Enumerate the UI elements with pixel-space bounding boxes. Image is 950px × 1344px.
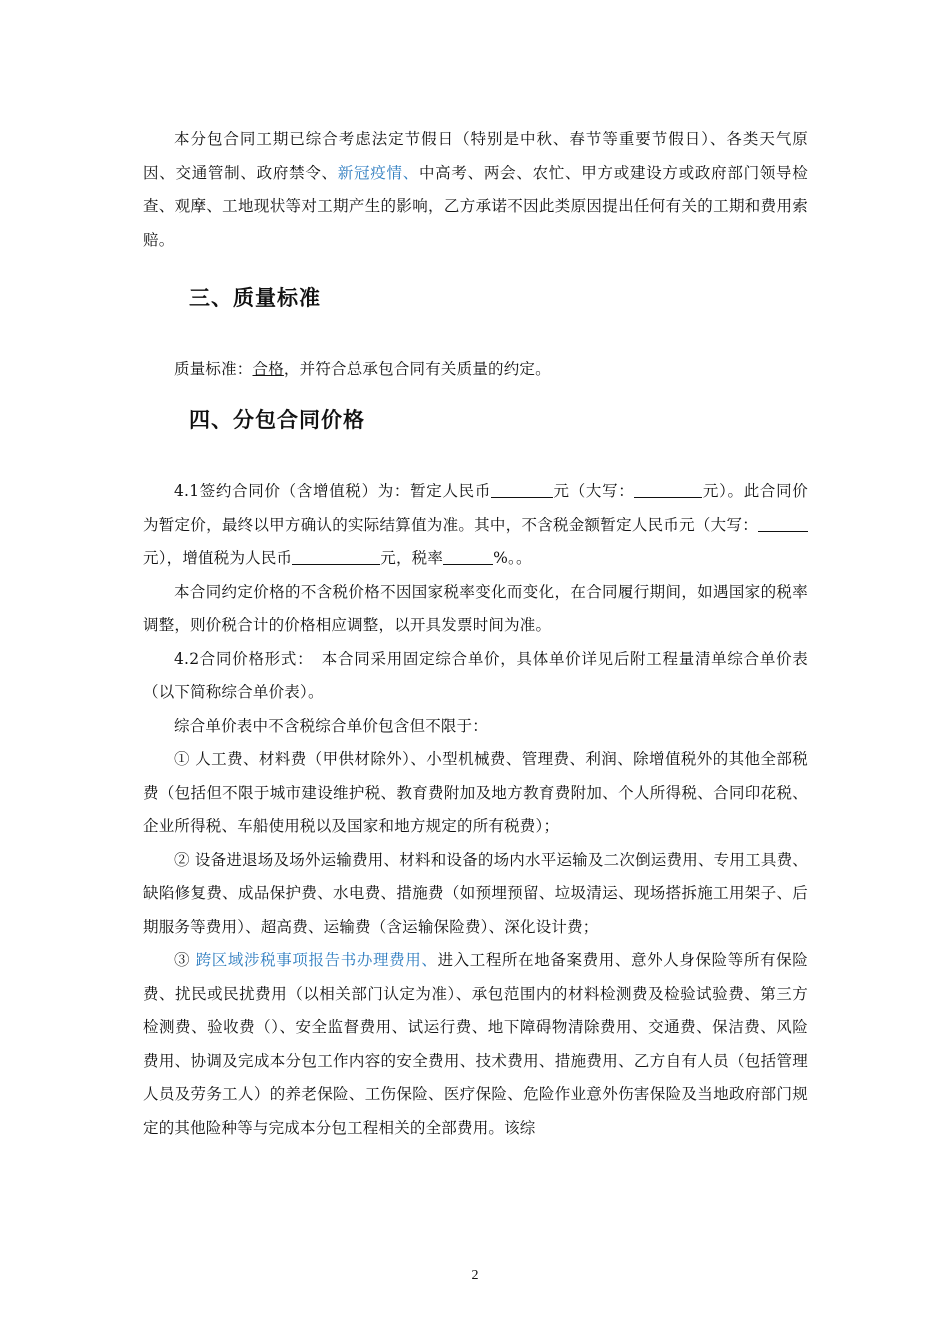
highlight-text: 跨区域涉税事项报告书办理费用、 [195, 951, 438, 969]
underlined-value: 合格 [252, 360, 284, 378]
item-number: ③ [174, 951, 196, 969]
blank-field [634, 482, 702, 499]
contract-price-paragraph [143, 475, 808, 576]
text-run: 元，税率 [380, 549, 444, 567]
list-item-1: ① 人工费、材料费（甲供材除外）、小型机械费、管理费、利润、除增值税外的其他全部税费（包括但不限于城市建设维护税、教育费附加及地方教育费附加、个人所得税、合同印花税、企业所得税、车船使用税以及国家和地方规定的所有税费）； [143, 750, 808, 835]
text-run: 元），增值税为人民币 [143, 549, 293, 567]
page-number: 2 [471, 1268, 479, 1283]
text-run: 质量标准： [174, 360, 253, 378]
price-form-paragraph: 4.2合同价格形式： 本合同采用固定综合单价，具体单价详见后附工程量清单综合单价表（以下简称综合单价表）。 [143, 649, 808, 701]
text-run: 4.1签约合同价（含增值税）为：暂定人民币 [174, 482, 492, 500]
quality-section [143, 353, 808, 387]
price-section [143, 475, 808, 1145]
blank-field [758, 515, 808, 532]
text-run: 元）。此合同价为暂定价，最终以甲方确认的实际结算值为准。其中，不含税金额暂定人民币元（大写： [143, 482, 808, 534]
text-run: ，并符合总承包合同有关质量的约定。 [283, 360, 551, 378]
unit-price-intro: 综合单价表中不含税综合单价包含但不限于： [174, 716, 489, 735]
heading-quality: 三、质量标准 [189, 286, 321, 310]
text-run: 中高考、两会、农忙、甲方或建设方或政府部门领导检查、观摩、工地现状等对工期产生的影响，乙方承诺不因此类原因提出任何有关的工期和费用索赔。 [143, 163, 808, 249]
quality-paragraph [143, 353, 808, 387]
text-run: %。。 [493, 549, 532, 567]
heading-price: 四、分包合同价格 [189, 408, 365, 432]
schedule-section [143, 123, 808, 257]
schedule-paragraph [143, 123, 808, 257]
text-run: 元（大写： [553, 482, 635, 500]
tax-paragraph: 本合同约定价格的不含税价格不因国家税率变化而变化，在合同履行期间，如遇国家的税率调整，则价税合计的价格相应调整，以开具发票时间为准。 [143, 582, 808, 634]
text-run: 进入工程所在地备案费用、意外人身保险等所有保险费、扰民或民扰费用（以相关部门认定为准）、承包范围内的材料检测费及检验试验费、第三方检测费、验收费（）、安全监督费用、试运行费、地下障碍物清除费用、交通费、保洁费、风险费用、协调及完成本分包工作内容的安全费用、技术费用、措施费用、乙方自有人员（包括管理人员及劳务工人）的养老保险、工伤保险、医疗保险、危险作业意外伤害保险及当地政府部门规定的其他险种等与完成本分包工程相关的全部费用。该综 [143, 951, 808, 1137]
text-run: 本分包合同工期已综合考虑法定节假日（特别是中秋、春节等重要节假日）、各类天气原因、交通管制、政府禁令、 [143, 130, 808, 182]
highlight-text: 新冠疫情、 [337, 163, 419, 182]
blank-field [292, 549, 380, 566]
list-item-3 [143, 944, 808, 1145]
list-item-2: ② 设备进退场及场外运输费用、材料和设备的场内水平运输及二次倒运费用、专用工具费、缺陷修复费、成品保护费、水电费、措施费（如预埋预留、垃圾清运、现场搭拆施工用架子、后期服务等费用）、超高费、运输费（含运输保险费）、深化设计费； [143, 850, 808, 936]
blank-field [491, 482, 553, 499]
blank-field [443, 549, 493, 566]
